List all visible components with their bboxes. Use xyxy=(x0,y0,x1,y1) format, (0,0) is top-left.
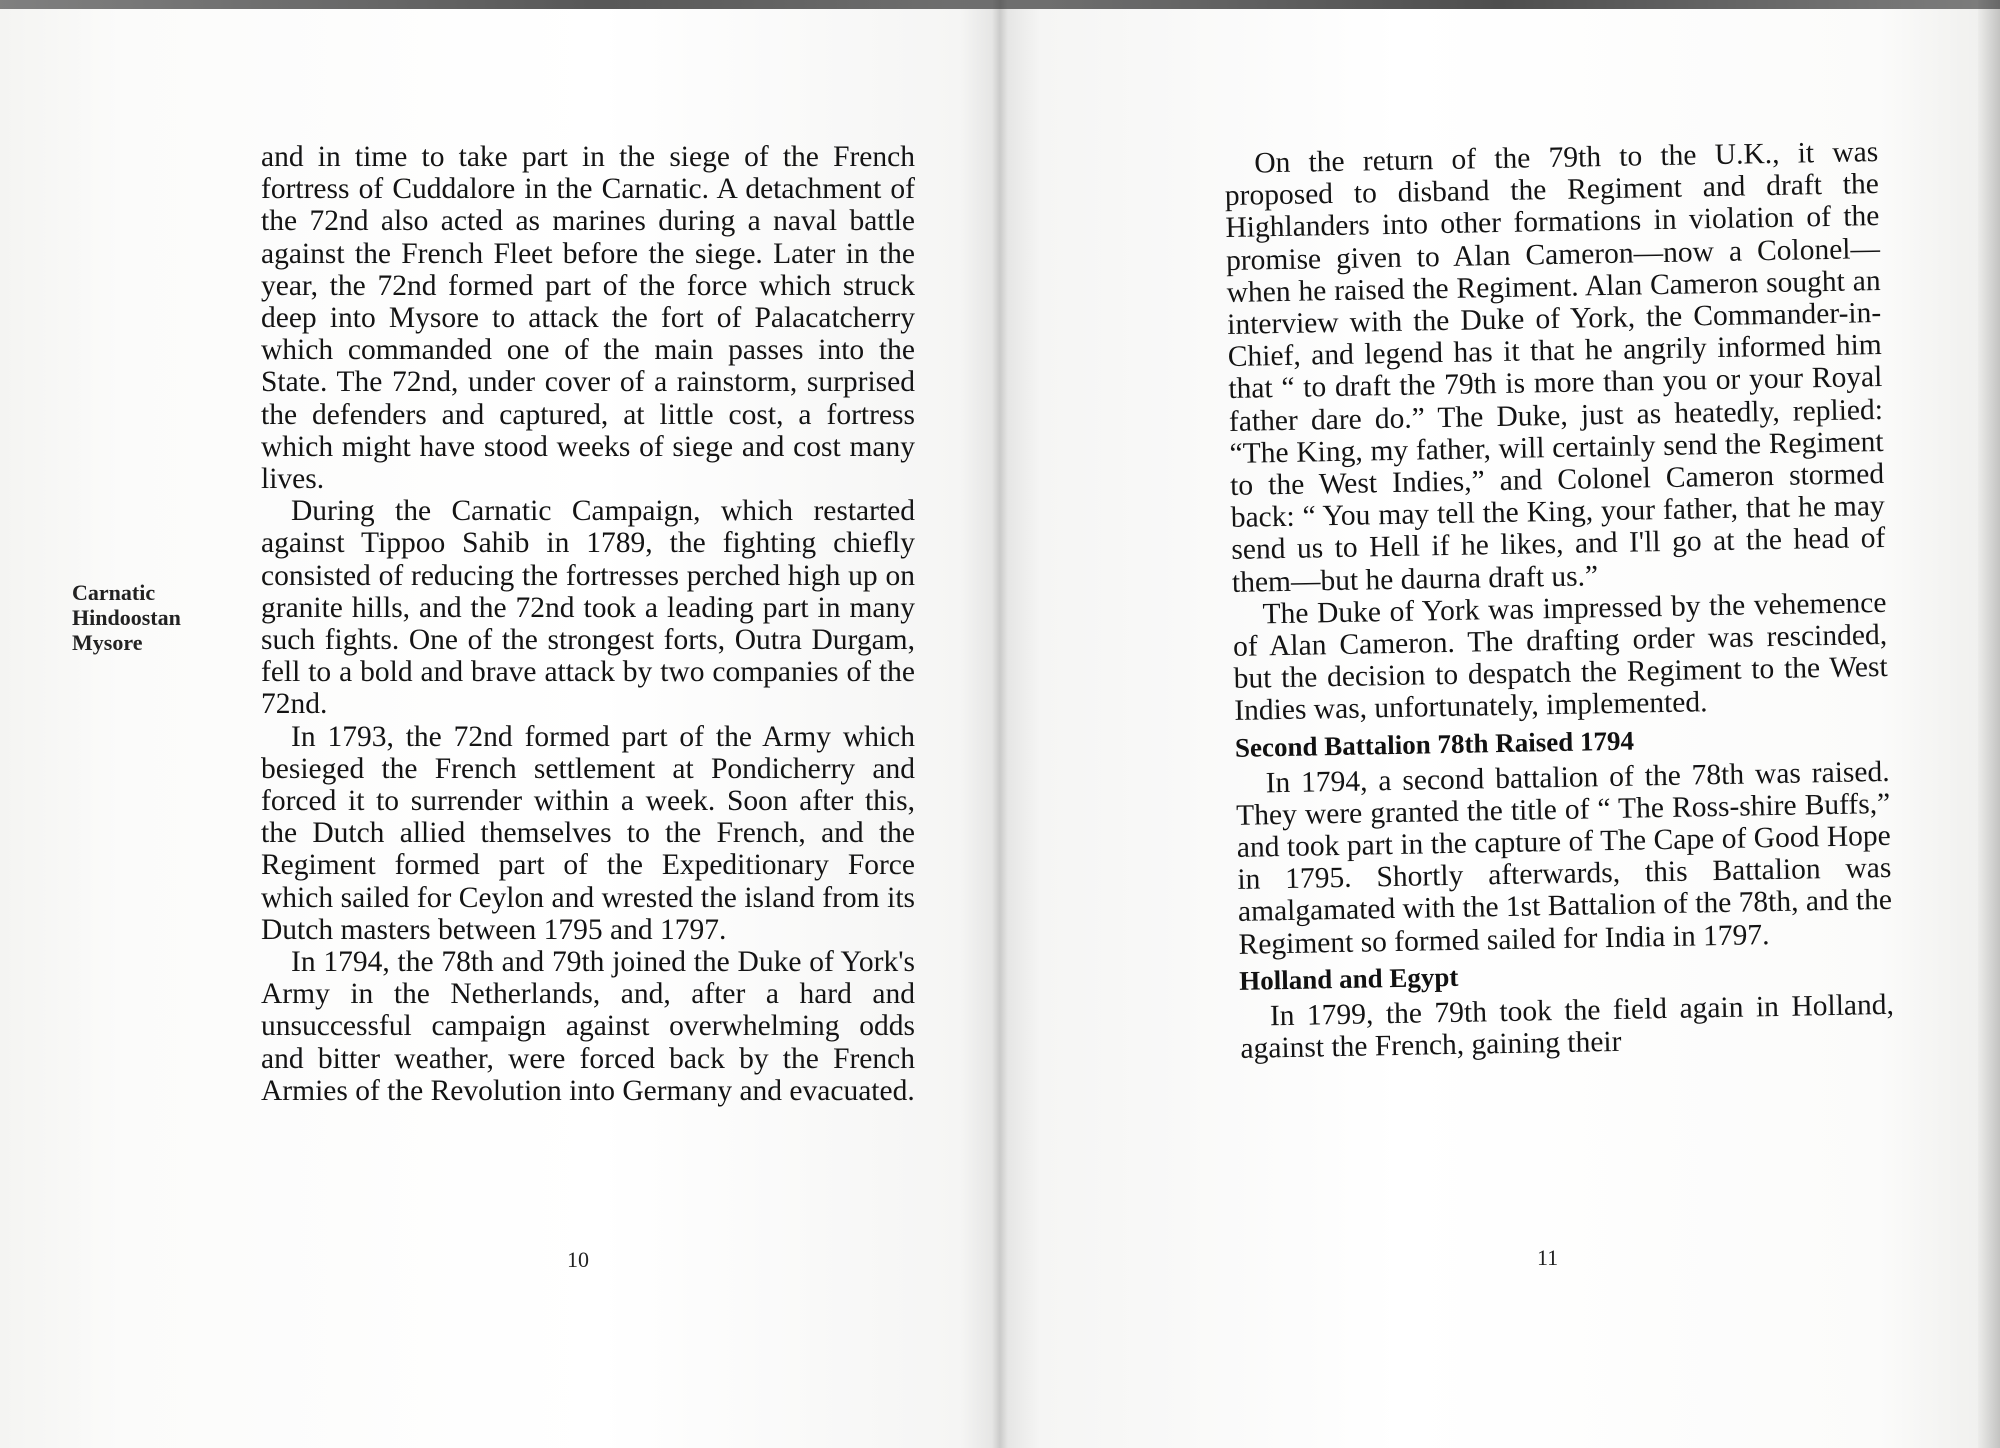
paragraph: On the return of the 79th to the U.K., it was proposed to disband the Regiment and draft the Highlanders into other formations in violation of the promise given to Alan Cameron—now a Colonel—when he raised the Regiment. Alan Cameron sought an interview with the Duke of York, the Commander-in-Chief, and legend has it that he angrily informed him that “ to draft the 79th is more than you or your Royal father dare do.” The Duke, just as heatedly, replied: “The King, my father, will certainly send the Regiment to the West Indies,” and Colonel Cameron stormed back: “ You may tell the King, your father, that he may send us to Hell if he likes, and I'll go at the head of them—but he daurna draft us.” xyxy=(1224,136,1886,599)
page-number-left: 10 xyxy=(567,1247,589,1272)
paragraph: The Duke of York was impressed by the vehemence of Alan Cameron. The drafting order was rescinded, but the decision to despatch the Regiment to the West Indies was, unfortunately, implemented. xyxy=(1232,586,1888,728)
paragraph: and in time to take part in the siege of the French fortress of Cuddalore in the Carnatic. A detachment of the 72nd also acted as marines during a naval battle against the French Fleet before the siege. Later in the year, the 72nd formed part of the force which struck deep into Mysore to attack the fort of Palacatcherry which commanded one of the main passes into the State. The 72nd, under cover of a rainstorm, surprised the defenders and captured, at little cost, a fortress which might have stood weeks of siege and cost many lives. xyxy=(261,141,915,496)
margin-note-mysore: Mysore xyxy=(72,630,143,655)
margin-note-hindoostan: Hindoostan xyxy=(72,605,181,630)
paragraph: During the Carnatic Campaign, which restarted against Tippoo Sahib in 1789, the fighting chiefly consisted of reducing the fortresses perched high up on granite hills, and the 72nd took a leading part in many such fights. One of the strongest forts, Outra Durgam, fell to a bold and brave attack by two companies of the 72nd. xyxy=(261,495,915,721)
paragraph: In 1793, the 72nd formed part of the Army which besieged the French settlement at Pondicherry and forced it to surrender within a week. Soon after this, the Dutch allied themselves to the French, and the Regiment formed part of the Expeditionary Force which sailed for Ceylon and wrested the island from its Dutch masters between 1795 and 1797. xyxy=(261,720,915,946)
paragraph: In 1799, the 79th took the field again in Holland, against the French, gaining their xyxy=(1240,988,1895,1065)
paragraph: In 1794, the 78th and 79th joined the Duke of York's Army in the Netherlands, and, after a hard and unsuccessful campaign against overwhelming odds and bitter weather, were forced back by the French Armies of the Revolution into Germany and evacuated. xyxy=(261,946,915,1107)
page-right-edge xyxy=(1978,0,2000,1448)
left-page-text xyxy=(261,141,915,1107)
margin-note-carnatic: Carnatic xyxy=(72,580,156,605)
page-number-right: 11 xyxy=(1537,1245,1559,1270)
margin-notes xyxy=(72,580,222,655)
right-page-text xyxy=(1224,136,1895,1065)
section-heading: Second Battalion 78th Raised 1794 xyxy=(1234,725,1635,763)
book-gutter xyxy=(992,0,1008,1448)
section-heading: Holland and Egypt xyxy=(1238,961,1459,996)
paragraph: In 1794, a second battalion of the 78th was raised. They were granted the title of “ The Ross-shire Buffs,” and took part in the capture of The Cape of Good Hope in 1795. Shortly afterwards, this Battalion was amalgamated with the 1st Battalion of the 78th, and the Regiment so formed sailed for India in 1797. xyxy=(1235,755,1893,961)
